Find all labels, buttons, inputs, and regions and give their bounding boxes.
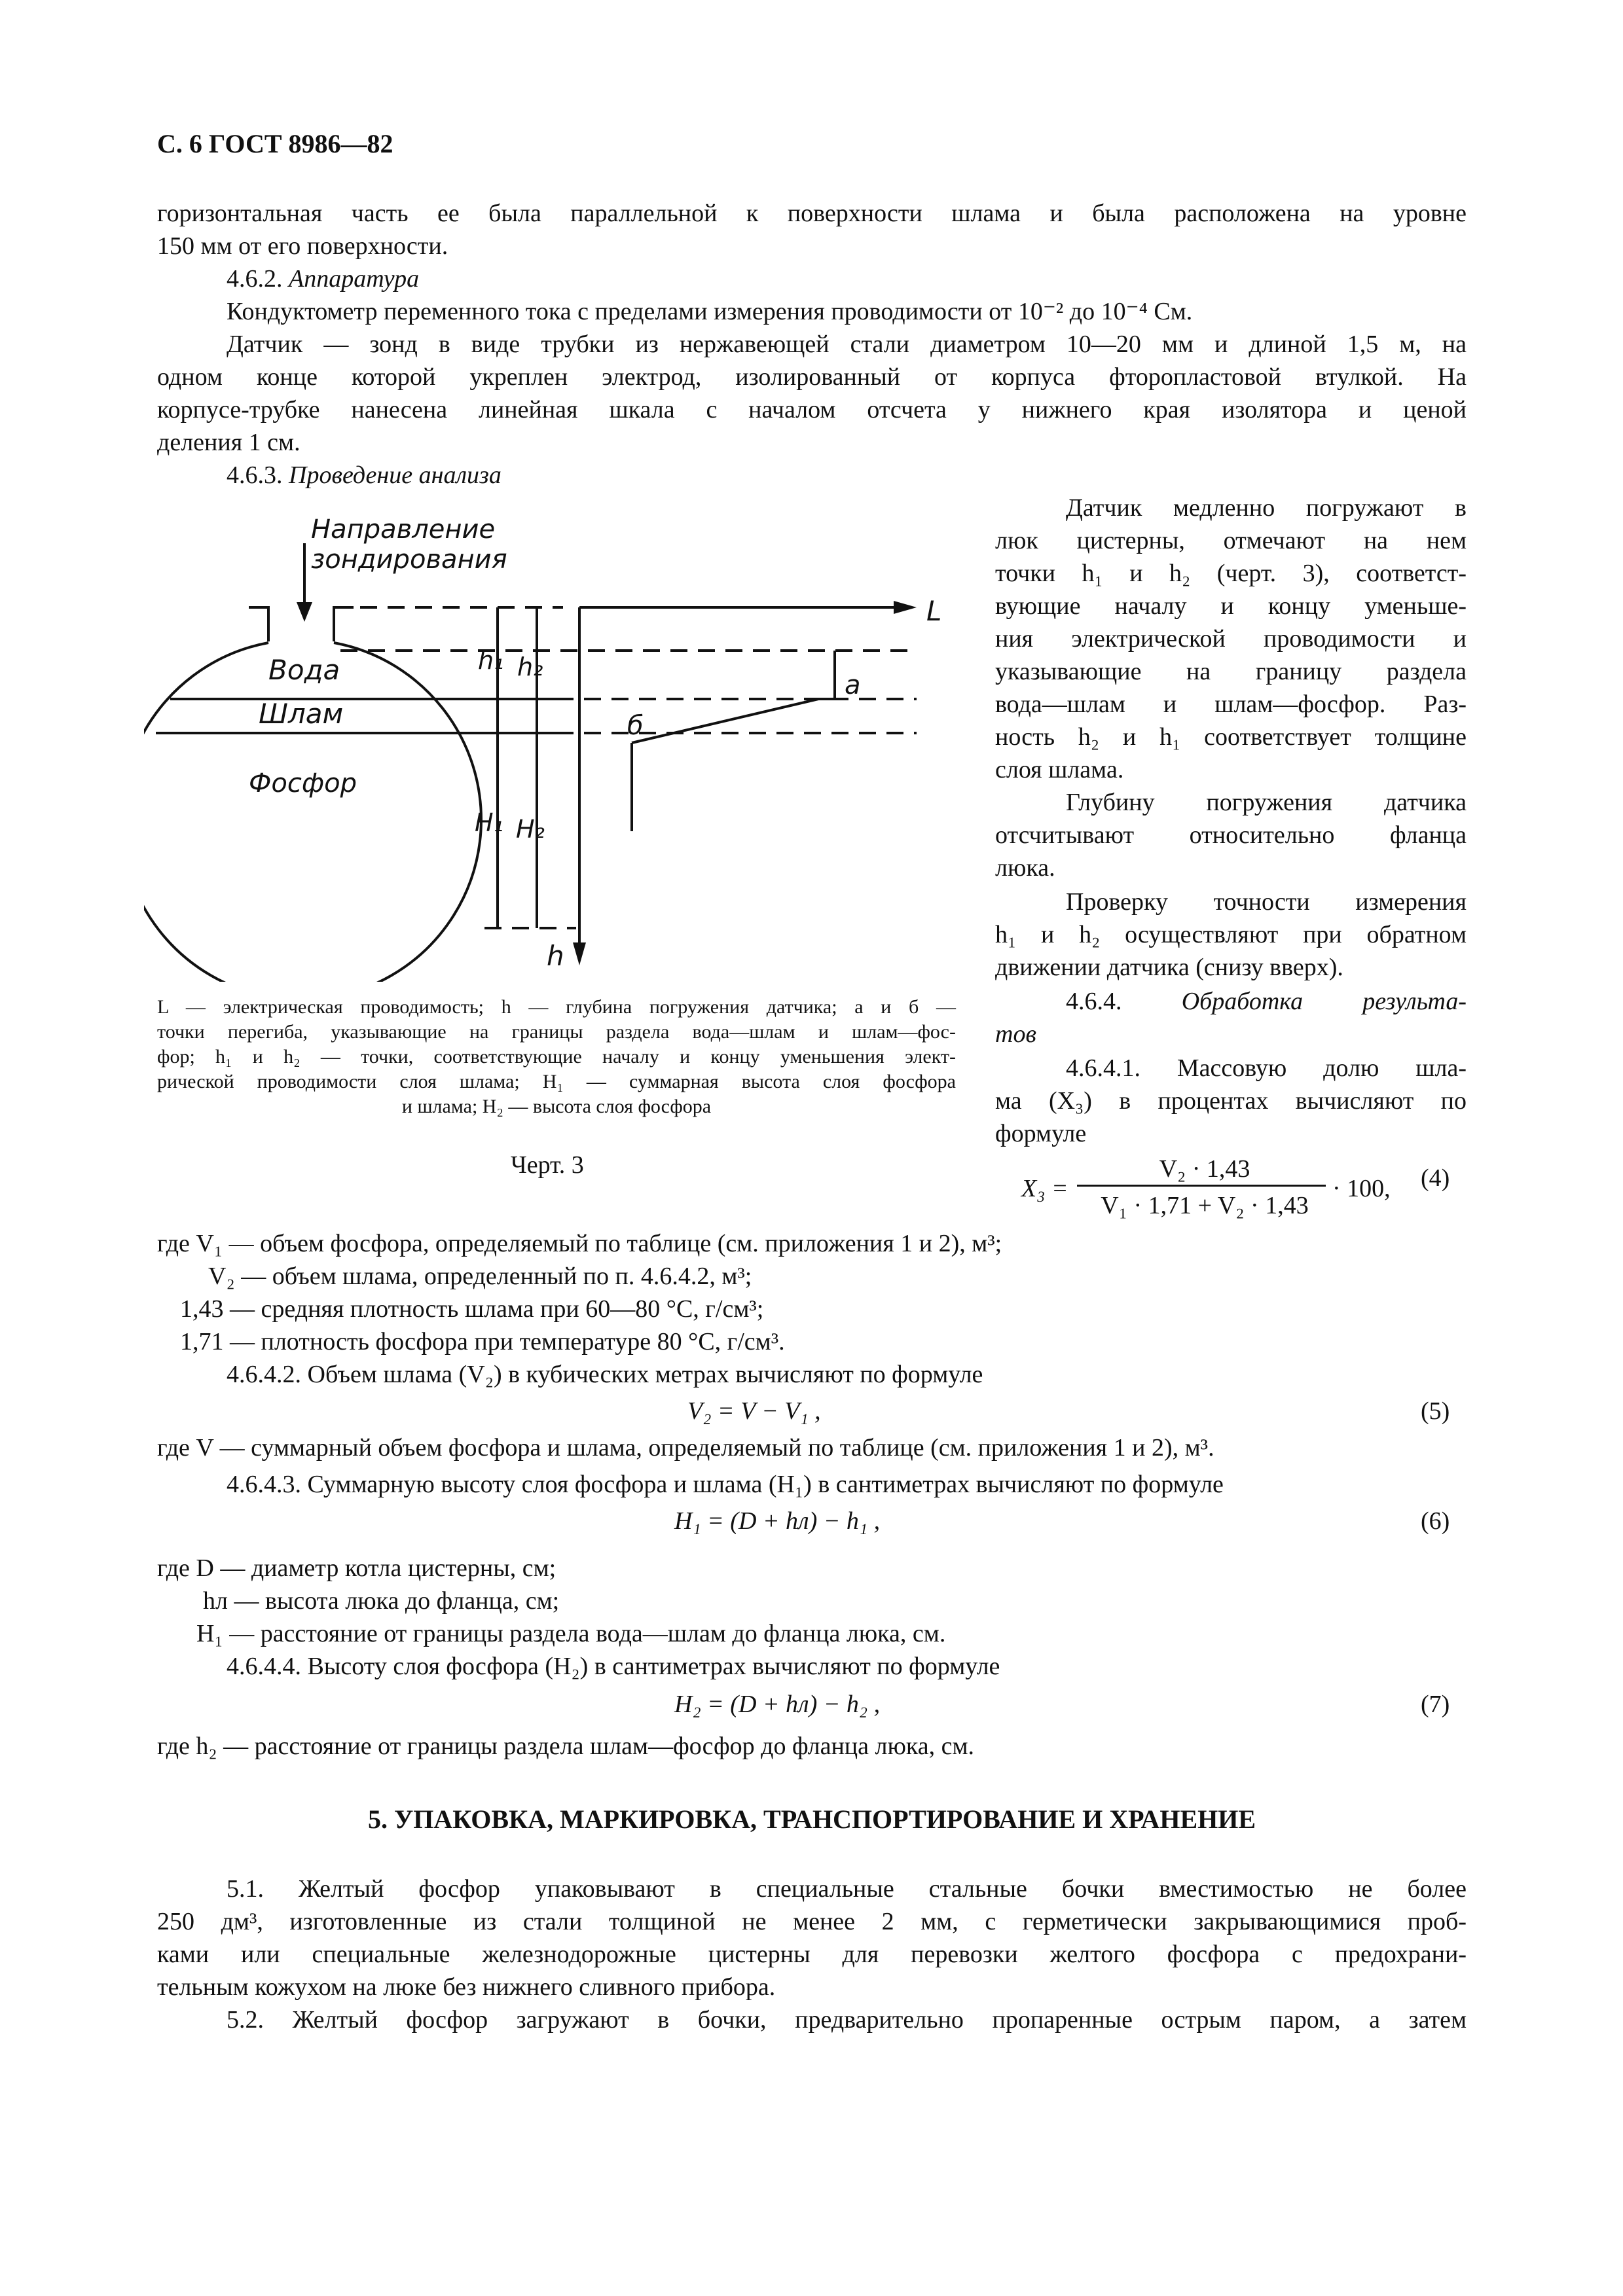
where4-line-3: 1,43 — средняя плотность шлама при 60—80 °С, г/см³; <box>180 1295 764 1323</box>
s4641-line-3: формуле <box>995 1120 1087 1147</box>
section-number: 4.6.2. <box>227 265 283 293</box>
section-title: Проведение анализа <box>289 461 501 489</box>
right-col-line-7: вода—шлам и шлам—фосфор. Раз- <box>995 691 1467 718</box>
s52-line-1: 5.2. Желтый фосфор загружают в бочки, предварительно пропаренные острым паром, а затем <box>227 2006 1467 2034</box>
right-col-line-9: слоя шлама. <box>995 756 1124 783</box>
s4642-text: 4.6.4.2. Объем шлама (V₂) в кубических метрах вычисляют по формуле <box>227 1361 983 1388</box>
s4641-line-2: ма (X₃) в процентах вычисляют по <box>995 1087 1467 1115</box>
intro-line-1: горизонтальная часть ее была параллельной к поверхности шлама и была расположена на уровне <box>157 200 1467 227</box>
axis-L-arrow <box>894 601 917 614</box>
right-col2-line-3: люка. <box>995 854 1055 882</box>
formula-4-tail: · 100, <box>1332 1175 1391 1202</box>
formula-7-number: (7) <box>1421 1691 1450 1718</box>
hatch-right-wall <box>334 607 354 641</box>
section-4-6-4-heading-cont: тов <box>995 1020 1036 1048</box>
formula-6-number: (6) <box>1421 1507 1450 1535</box>
intro-line-2: 150 мм от его поверхности. <box>157 232 448 260</box>
page-header: С. 6 ГОСТ 8986—82 <box>157 129 393 158</box>
s462-paragraph-1: Кондуктометр переменного тока с пределами измерения проводимости от 10⁻² до 10⁻⁴ См. <box>227 298 1193 325</box>
caption-line-2: точки перегиба, указывающие на границы раздела вода—шлам и шлам—фос- <box>157 1021 956 1043</box>
formula-6: H₁ = (D + hл) − h₁ , <box>674 1507 881 1535</box>
label-h: h <box>547 940 564 972</box>
where6-line-1: где D — диаметр котла цистерны, см; <box>157 1554 556 1582</box>
tank-shell <box>144 643 481 982</box>
formula-4-number: (4) <box>1421 1164 1450 1192</box>
section-title: Аппаратура <box>289 265 420 293</box>
formula-4-fraction-bar <box>1077 1185 1326 1187</box>
label-h2: h₂ <box>517 653 543 681</box>
right-col-line-5: ния электрической проводимости и <box>995 625 1467 653</box>
s51-line-4: тельным кожухом на люке без нижнего сливного прибора. <box>157 1973 776 2001</box>
s51-line-2: 250 дм³, изготовленные из стали толщиной не менее 2 мм, с герметически закрывающимися проб- <box>157 1908 1467 1935</box>
label-H2: H₂ <box>516 815 545 844</box>
section-number: 4.6.4. <box>1066 988 1122 1015</box>
formula-4-numerator: V₂ · 1,43 <box>1159 1155 1250 1183</box>
right-col2-line-1: Глубину погружения датчика <box>1066 789 1467 816</box>
label-H1: H₁ <box>475 808 503 837</box>
formula-5-number: (5) <box>1421 1397 1450 1425</box>
right-col3-line-3: движении датчика (снизу вверх). <box>995 954 1343 981</box>
direction-label-2: зондирования <box>311 545 507 575</box>
where6-line-2: hл — высота люка до фланца, см; <box>203 1587 560 1615</box>
s462-paragraph-2-line-2: одном конце которой укреплен электрод, изолированный от корпуса фторопластовой втулкой. На <box>157 363 1467 391</box>
right-col-line-4: вующие началу и концу уменьше- <box>995 592 1467 620</box>
section-number: 4.6.3. <box>227 461 283 489</box>
section-4-6-2-heading <box>227 263 419 295</box>
right-col3-line-2: h₁ и h₂ осуществляют при обратном <box>995 921 1467 948</box>
conductivity-curve-upper <box>632 651 835 743</box>
s4643-text: 4.6.4.3. Суммарную высоту слоя фосфора и шлама (H₁) в сантиметрах вычисляют по формуле <box>227 1471 1224 1498</box>
where4-line-1: где V₁ — объем фосфора, определяемый по таблице (см. приложения 1 и 2), м³; <box>157 1230 1002 1257</box>
formula-5: V₂ = V − V₁ , <box>687 1397 821 1425</box>
s4641-line-1: 4.6.4.1. Массовую долю шла- <box>1066 1054 1467 1082</box>
label-L: L <box>926 595 942 627</box>
right-col2-line-2: отсчитывают относительно фланца <box>995 821 1467 849</box>
section-title: Обработка результа- <box>1181 988 1467 1015</box>
right-col-line-6: указывающие на границу раздела <box>995 658 1467 685</box>
label-h1: h₁ <box>478 646 504 675</box>
s462-paragraph-2-line-3: корпусе-трубке нанесена линейная шкала с началом отсчета у нижнего края изолятора и ценой <box>157 396 1467 423</box>
caption-line-1: L — электрическая проводимость; h — глубина погружения датчика; а и б — <box>157 996 956 1018</box>
where4-line-4: 1,71 — плотность фосфора при температуре 80 °С, г/см³. <box>180 1328 785 1355</box>
formula-4-lhs: X₃ = <box>1021 1175 1068 1202</box>
section-4-6-4-heading <box>1066 986 1467 1017</box>
right-col-line-3: точки h₁ и h₂ (черт. 3), соответст- <box>995 560 1467 587</box>
label-point-b: б <box>627 711 644 741</box>
s4644-text: 4.6.4.4. Высоту слоя фосфора (H₂) в сантиметрах вычисляют по формуле <box>227 1653 1000 1680</box>
right-col-line-8: ность h₂ и h₁ соответствует толщине <box>995 723 1467 751</box>
s462-paragraph-2-line-4: деления 1 см. <box>157 429 301 456</box>
caption-line-3: фор; h₁ и h₂ — точки, соответствующие началу и концу уменьшения элект- <box>157 1046 956 1067</box>
where5: где V — суммарный объем фосфора и шлама, определяемый по таблице (см. приложения 1 и 2), м³. <box>157 1434 1214 1462</box>
right-col-line-1: Датчик медленно погружают в <box>1066 494 1467 522</box>
section-5-title: 5. УПАКОВКА, МАРКИРОВКА, ТРАНСПОРТИРОВАНИЕ И ХРАНЕНИЕ <box>367 1804 1256 1834</box>
caption-line-4: рической проводимости слоя шлама; H₁ — суммарная высота слоя фосфора <box>157 1071 956 1092</box>
s462-paragraph-2-line-1: Датчик — зонд в виде трубки из нержавеющей стали диаметром 10—20 мм и длиной 1,5 м, на <box>227 331 1467 358</box>
s51-line-3: ками или специальные железнодорожные цистерны для перевозки желтого фосфора с предохрани- <box>157 1941 1467 1968</box>
hatch-left-wall <box>249 607 268 641</box>
chart-label: Черт. 3 <box>511 1151 584 1179</box>
right-col-line-2: люк цистерны, отмечают на нем <box>995 527 1467 554</box>
direction-arrow-head <box>297 602 312 622</box>
where7: где h₂ — расстояние от границы раздела шлам—фосфор до фланца люка, см. <box>157 1732 975 1760</box>
label-sludge: Шлам <box>259 698 344 730</box>
caption-line-5: и шлама; H₂ — высота слоя фосфора <box>401 1096 712 1117</box>
axis-h-arrow <box>573 942 586 965</box>
direction-label-1: Направление <box>311 514 496 545</box>
section-4-6-3-heading <box>227 459 501 491</box>
s51-line-1: 5.1. Желтый фосфор упаковывают в специальные стальные бочки вместимостью не более <box>227 1875 1467 1903</box>
formula-4-denominator: V₁ · 1,71 + V₂ · 1,43 <box>1101 1192 1309 1219</box>
label-water: Вода <box>268 654 340 686</box>
where4-line-2: V₂ — объем шлама, определенный по п. 4.6.4.2, м³; <box>208 1263 752 1290</box>
label-point-a: а <box>845 670 861 700</box>
where6-line-3: H₁ — расстояние от границы раздела вода—шлам до фланца люка, см. <box>196 1620 946 1647</box>
chart-3-diagram <box>144 504 995 982</box>
formula-7: H₂ = (D + hл) − h₂ , <box>674 1691 881 1718</box>
label-phosphorus: Фосфор <box>249 768 357 798</box>
right-col3-line-1: Проверку точности измерения <box>1066 888 1467 916</box>
